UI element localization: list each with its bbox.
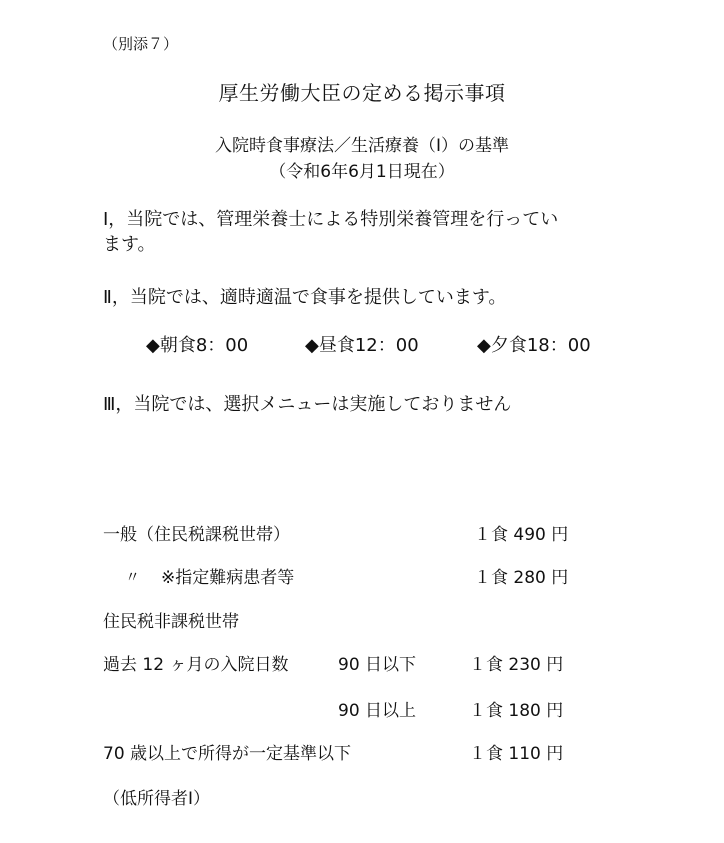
general-label: 一般（住民税課税世帯） bbox=[103, 525, 290, 545]
item-two: Ⅱ，当院では、適時適温で食事を提供しています。 bbox=[103, 287, 507, 308]
lunch-time: ◆昼食12：00 bbox=[305, 335, 419, 356]
under-90-days-price: １食 230 円 bbox=[469, 655, 564, 675]
as-of-date: （令和6年6月1日現在） bbox=[269, 162, 455, 182]
intractable-disease-label: ※指定難病患者等 bbox=[161, 568, 295, 588]
subtitle: 入院時食事療法／生活療養（Ⅰ）の基準 bbox=[214, 136, 509, 156]
ditto-mark: 〃 bbox=[125, 568, 141, 586]
item-three: Ⅲ，当院では、選択メニューは実施しておりません bbox=[103, 394, 512, 415]
over-90-days-price: １食 180 円 bbox=[469, 701, 564, 721]
low-income-label: （低所得者Ⅰ） bbox=[103, 789, 211, 809]
under-90-days-label: 90 日以下 bbox=[338, 655, 417, 675]
page-title: 厚生労働大臣の定める掲示事項 bbox=[218, 81, 506, 105]
over-70-label: 70 歳以上で所得が一定基準以下 bbox=[103, 744, 352, 764]
item-one-line1: Ⅰ，当院では、管理栄養士による特別栄養管理を行ってい bbox=[103, 209, 559, 230]
past-12-months-label: 過去 12 ヶ月の入院日数 bbox=[103, 655, 289, 675]
over-90-days-label: 90 日以上 bbox=[338, 701, 417, 721]
general-price: １食 490 円 bbox=[474, 525, 569, 545]
dinner-time: ◆夕食18：00 bbox=[477, 335, 591, 356]
tax-exempt-label: 住民税非課税世帯 bbox=[103, 612, 239, 632]
over-70-price: １食 110 円 bbox=[469, 744, 564, 764]
breakfast-time: ◆朝食8：00 bbox=[146, 335, 249, 356]
item-one-line2: ます。 bbox=[103, 234, 156, 255]
attachment-label: （別添７） bbox=[103, 35, 179, 53]
intractable-disease-price: １食 280 円 bbox=[474, 568, 569, 588]
